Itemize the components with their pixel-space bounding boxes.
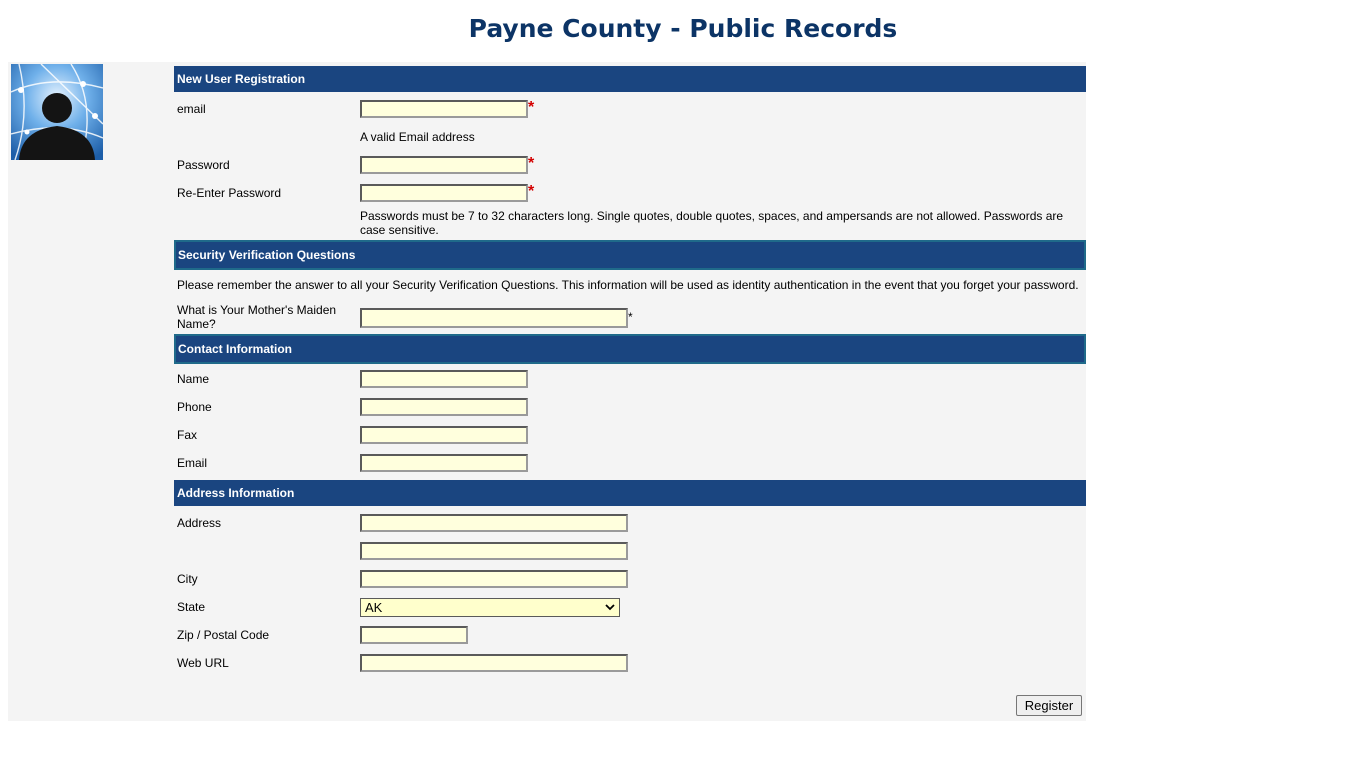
password-field[interactable] bbox=[360, 156, 528, 174]
state-select[interactable] bbox=[360, 598, 620, 617]
phone-field[interactable] bbox=[360, 398, 528, 416]
email-field[interactable] bbox=[360, 100, 528, 118]
page-title: Payne County - Public Records bbox=[468, 14, 898, 43]
address-line2-field[interactable] bbox=[360, 542, 628, 560]
section-header-address: Address Information bbox=[174, 480, 1086, 506]
fax-label: Fax bbox=[177, 428, 198, 442]
city-field[interactable] bbox=[360, 570, 628, 588]
address-label: Address bbox=[177, 516, 222, 530]
required-marker: * bbox=[528, 183, 535, 200]
contact-email-label: Email bbox=[177, 456, 208, 470]
register-button[interactable]: Register bbox=[1016, 695, 1082, 716]
registration-panel bbox=[8, 62, 1086, 721]
city-label: City bbox=[177, 572, 198, 586]
web-url-field[interactable] bbox=[360, 654, 628, 672]
reenter-password-field[interactable] bbox=[360, 184, 528, 202]
web-url-label: Web URL bbox=[177, 656, 229, 670]
state-selected-value: AK bbox=[365, 600, 383, 615]
contact-name-field[interactable] bbox=[360, 370, 528, 388]
section-header-security: Security Verification Questions bbox=[174, 240, 1086, 270]
section-header-contact: Contact Information bbox=[174, 334, 1086, 364]
password-label: Password bbox=[177, 158, 230, 172]
phone-label: Phone bbox=[177, 400, 212, 414]
password-hint: Passwords must be 7 to 32 characters long. Single quotes, double quotes, spaces, and ampersands are not allowed. Passwords are case sensitive. bbox=[360, 209, 1064, 237]
contact-name-label: Name bbox=[177, 372, 210, 386]
zip-label: Zip / Postal Code bbox=[177, 628, 270, 642]
address-line1-field[interactable] bbox=[360, 514, 628, 532]
state-label: State bbox=[177, 600, 206, 614]
email-label: email bbox=[177, 102, 206, 116]
required-marker: * bbox=[628, 310, 633, 324]
reenter-password-label: Re-Enter Password bbox=[177, 186, 282, 200]
user-silhouette-icon bbox=[11, 64, 103, 160]
required-marker: * bbox=[528, 99, 535, 116]
fax-field[interactable] bbox=[360, 426, 528, 444]
chevron-down-icon bbox=[605, 599, 615, 622]
contact-email-field[interactable] bbox=[360, 454, 528, 472]
section-header-new-user: New User Registration bbox=[174, 66, 1086, 92]
maiden-name-label: What is Your Mother's Maiden Name? bbox=[177, 303, 337, 331]
maiden-name-field[interactable] bbox=[360, 308, 628, 328]
required-marker: * bbox=[528, 155, 535, 172]
zip-field[interactable] bbox=[360, 626, 468, 644]
security-instructions: Please remember the answer to all your Security Verification Questions. This information will be used as identity authentication in the event that you forget your password. bbox=[177, 278, 1079, 292]
email-hint: A valid Email address bbox=[360, 130, 475, 144]
